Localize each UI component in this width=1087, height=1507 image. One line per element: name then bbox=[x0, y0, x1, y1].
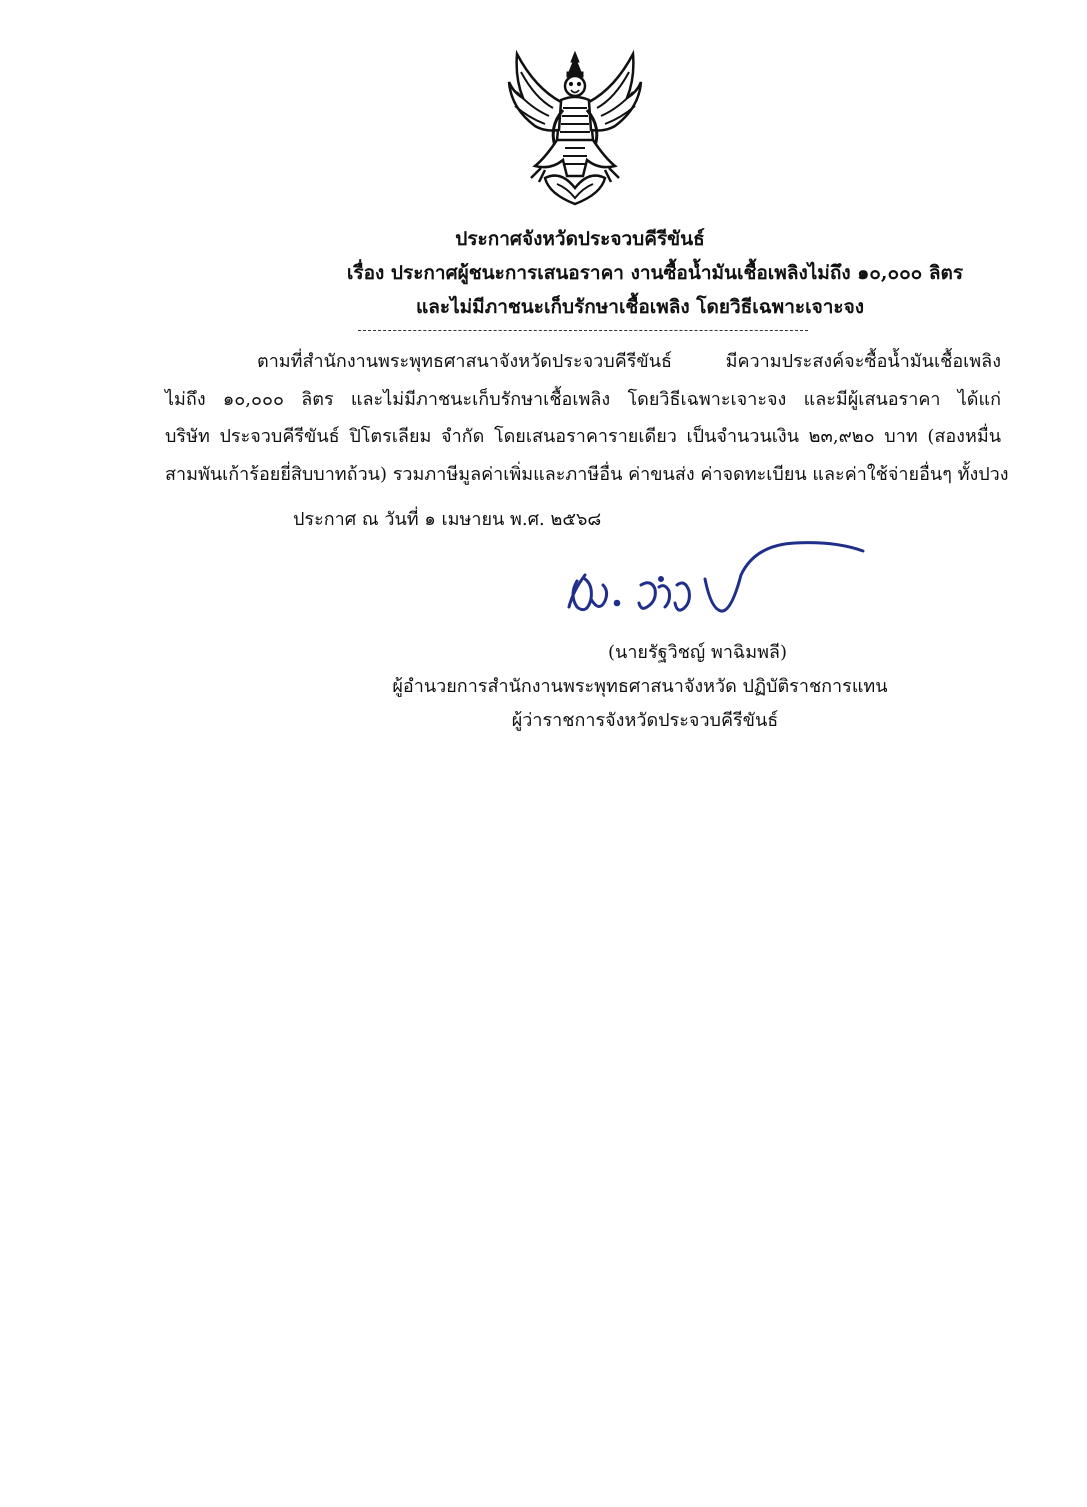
body-line: บริษัท ประจวบคีรีขันธ์ ปิโตรเลียม จำกัด โดยเสนอราคารายเดียว เป็นจำนวนเงิน ๒๓,๙๒๐ บาท (สองหมื่น bbox=[165, 426, 1001, 447]
handwritten-signature bbox=[555, 535, 875, 625]
garuda-emblem-icon bbox=[505, 48, 645, 208]
announcement-header bbox=[160, 222, 1000, 324]
signer-position-2: ผู้ว่าราชการจังหวัดประจวบคีรีขันธ์ bbox=[511, 710, 779, 731]
announcement-subject: เรื่อง ประกาศผู้ชนะการเสนอราคา งานซื้อน้ำมันเชื้อเพลิงไม่ถึง ๑๐,๐๐๐ ลิตร bbox=[346, 262, 964, 284]
body-line: ไม่ถึง ๑๐,๐๐๐ ลิตร และไม่มีภาชนะเก็บรักษาเชื้อเพลิง โดยวิธีเฉพาะเจาะจง และมีผู้เสนอราคา ได้แก่ bbox=[165, 388, 1001, 410]
signer-name: (นายรัฐวิชญ์ พาฉิมพลี) bbox=[608, 642, 787, 663]
announcement-body bbox=[165, 343, 1009, 493]
header-divider bbox=[358, 330, 808, 331]
announcement-issuer: ประกาศจังหวัดประจวบคีรีขันธ์ bbox=[455, 228, 705, 250]
announcement-subject-continued: และไม่มีภาชนะเก็บรักษาเชื้อเพลิง โดยวิธีเฉพาะเจาะจง bbox=[416, 296, 864, 318]
signer-position: ผู้อำนวยการสำนักงานพระพุทธศาสนาจังหวัด ปฏิบัติราชการแทน bbox=[392, 676, 888, 697]
body-line: ตามที่สำนักงานพระพุทธศาสนาจังหวัดประจวบคีรีขันธ์ มีความประสงค์จะซื้อน้ำมันเชื้อเพลิง bbox=[257, 351, 1001, 372]
announcement-date: ประกาศ ณ วันที่ ๑ เมษายน พ.ศ. ๒๕๖๘ bbox=[293, 509, 602, 530]
signer-block bbox=[360, 636, 920, 738]
body-line: สามพันเก้าร้อยยี่สิบบาทถ้วน) รวมภาษีมูลค่าเพิ่มและภาษีอื่น ค่าขนส่ง ค่าจดทะเบียน และค่าใช้จ่ายอื่นๆ ทั้งปวง bbox=[165, 463, 1009, 485]
